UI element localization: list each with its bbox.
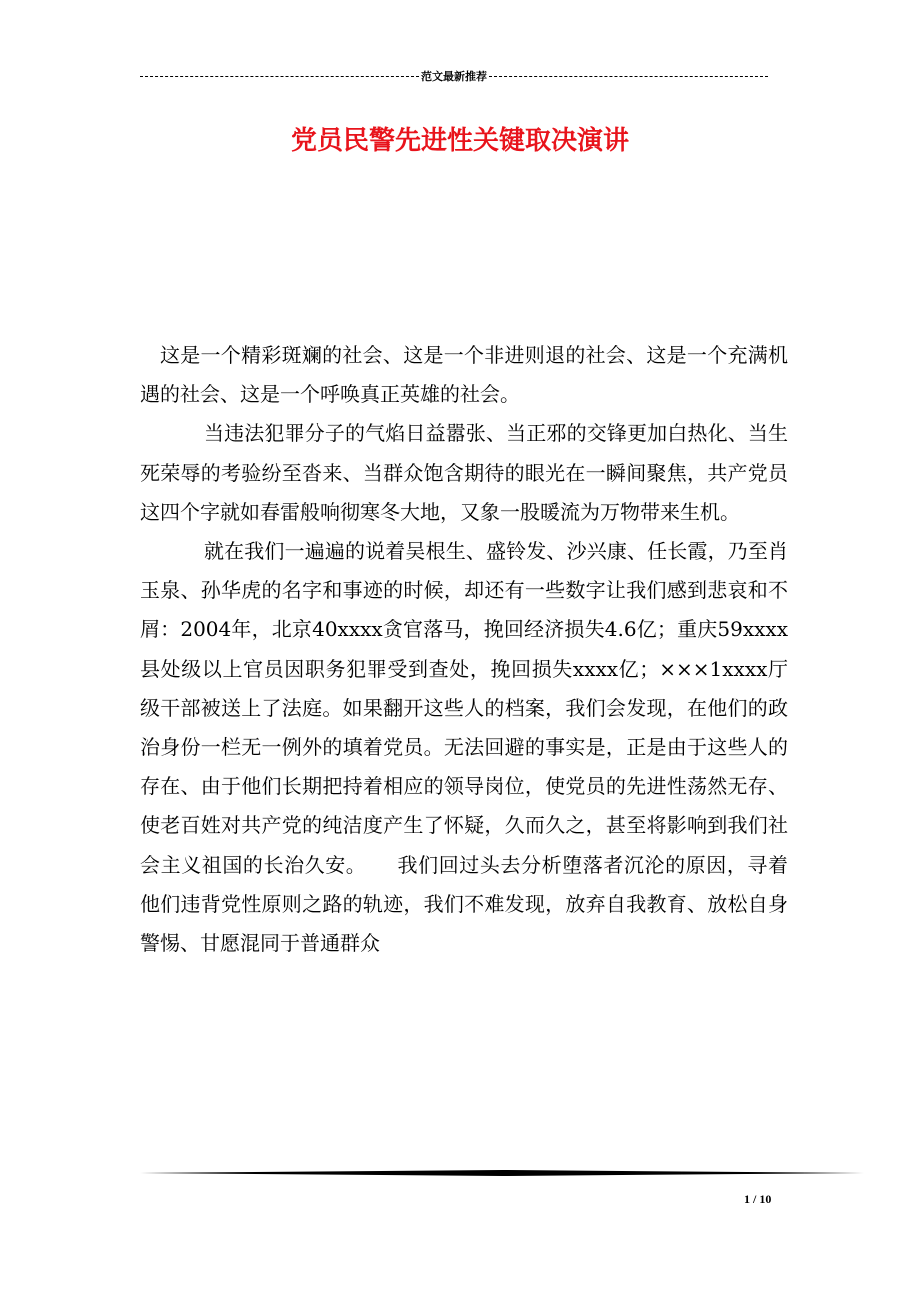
paragraph-1: 这是一个精彩斑斓的社会、这是一个非进则退的社会、这是一个充满机遇的社会、这是一个呼唤真正英雄的社会。 — [140, 343, 788, 407]
header-label: 范文最新推荐 — [421, 71, 487, 83]
header-dash-left — [140, 76, 419, 77]
document-body — [140, 336, 788, 963]
paragraph-2: 当违法犯罪分子的气焰日益嚣张、当正邪的交锋更加白热化、当生死荣辱的考验纷至沓来、当群众饱含期待的眼光在一瞬间聚焦，共产党员这四个字就如春雷般响彻寒冬大地，又象一股暖流为万物带来生机。 — [140, 421, 788, 524]
footer-rule — [140, 1169, 864, 1177]
document-title: 党员民警先进性关键取决演讲 — [290, 126, 629, 156]
page-indicator: 1 / 10 — [744, 1192, 772, 1206]
paragraph-3: 就在我们一遍遍的说着吴根生、盛铃发、沙兴康、任长霞，乃至肖玉泉、孙华虎的名字和事迹的时候，却还有一些数字让我们感到悲哀和不屑：2004年，北京40xxxx贪官落马，挽回经济损失4.6亿；重庆59xxxx县处级以上官员因职务犯罪受到查处，挽回损失xxxx亿；×××1xxxx厅级干部被送上了法庭。如果翻开这些人的档案，我们会发现，在他们的政治身份一栏无一例外的填着党员。无法回避的事实是，正是由于这些人的存在、由于他们长期把持着相应的领导岗位，使党员的先进性荡然无存、使老百姓对共产党的纯洁度产生了怀疑，久而久之，甚至将影响到我们社会主义祖国的长治久安。 我们回过头去分析堕落者沉沦的原因，寻着他们违背党性原则之路的轨迹，我们不难发现，放弃自我教育、放松自身警惕、甘愿混同于普通群众 — [140, 539, 788, 956]
header-dash-right — [489, 76, 768, 77]
page-header — [140, 68, 768, 84]
